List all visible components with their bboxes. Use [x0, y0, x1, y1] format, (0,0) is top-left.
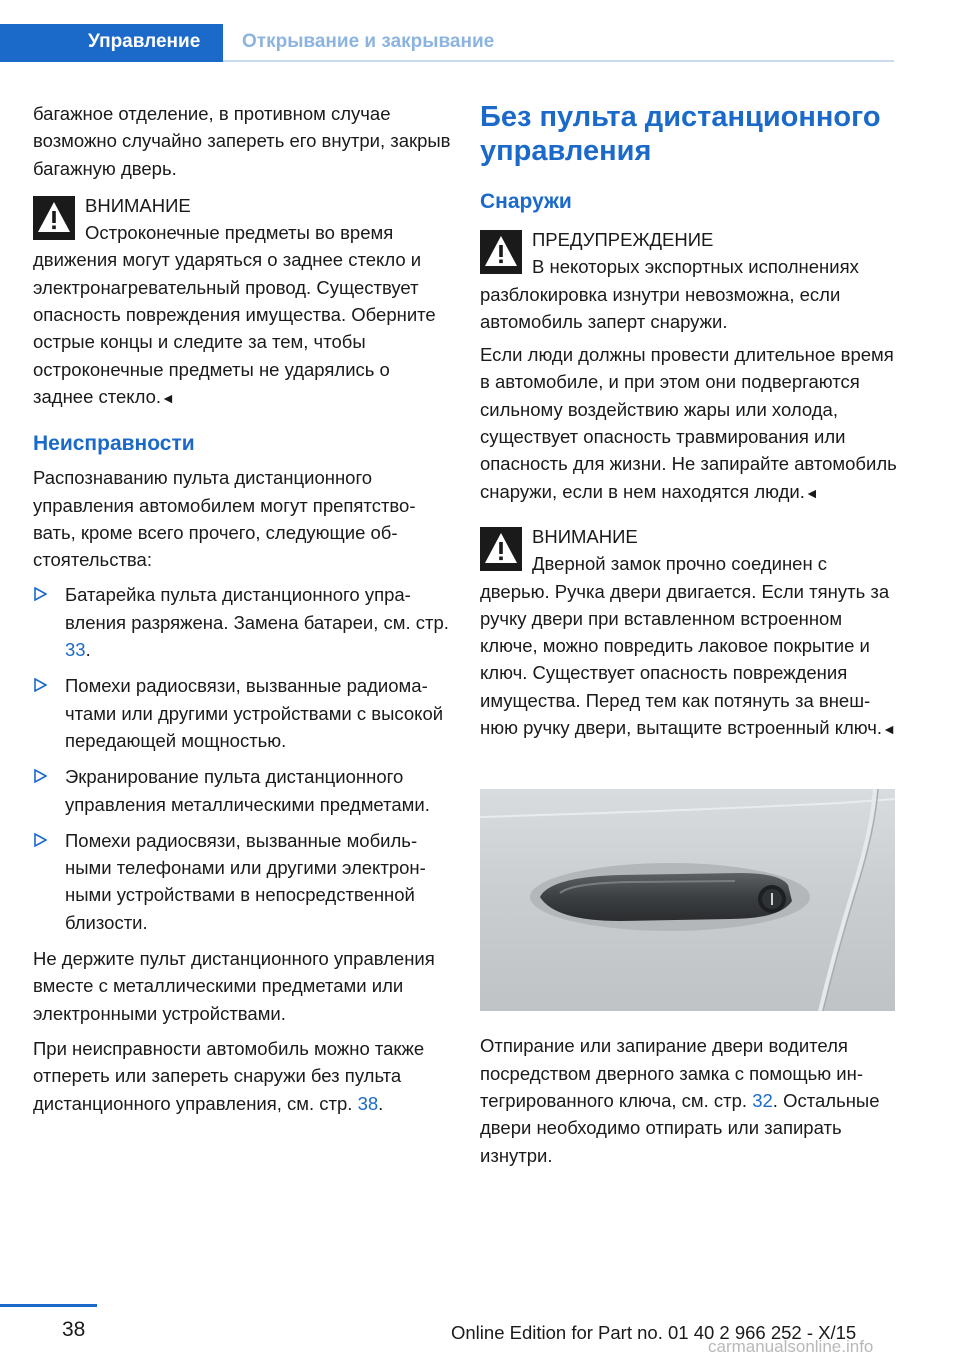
footer-accent-line: [0, 1304, 97, 1307]
header-active-tab-label: Управление: [88, 31, 201, 52]
triangle-bullet-icon: [33, 769, 47, 783]
page-link-32[interactable]: 32: [752, 1089, 773, 1111]
warning-block: [33, 192, 451, 412]
fallback-paragraph: [33, 1035, 451, 1117]
end-mark: ◄: [882, 721, 896, 738]
warning-triangle-icon: [480, 527, 522, 571]
page-number: 38: [62, 1318, 86, 1341]
triangle-bullet-icon: [33, 833, 47, 847]
end-mark: ◄: [804, 484, 819, 501]
malfunctions-intro: Распознаванию пульта дистанционного управления автомобилем могут препятствовать, кроме всего прочего, следующие обстоятельства:: [33, 467, 416, 571]
right-column: [480, 100, 898, 1177]
end-mark: ◄: [161, 389, 175, 406]
warning-label-2: ВНИМАНИЕ: [532, 525, 638, 547]
list-item: [33, 827, 451, 936]
subsection-heading-outside: Снаружи: [480, 190, 572, 213]
warning-triangle-icon: [480, 230, 522, 274]
warning-block-2: [480, 523, 898, 743]
list-item-text: Помехи радиосвязи, вызванные радиомачтами или другими устройствами с высокой передающей мощностью.: [65, 675, 444, 751]
causes-list: [33, 581, 451, 936]
keep-apart-paragraph: Не держите пульт дистанционного управления вместе с металлическими предметами или электронными устройствами.: [33, 948, 435, 1024]
photo-caption: [480, 1032, 898, 1168]
caption-text-end: . Остальные двери необходимо отпирать или запирать изнутри.: [480, 1089, 880, 1166]
edition-note: Online Edition for Part no. 01 40 2 966 252 - X/15: [451, 1322, 857, 1343]
warning-text-2: Дверной замок прочно соединен с дверью. Ручка двери двигается. Если тянуть за ручку двери при вставленном встроенном ключе, можно повредить лаковое покрытие и ключ. Существует опасность повреждения имущества. Перед тем как потянуть за внешнюю ручку двери, вытащите встроенный ключ.: [480, 553, 890, 739]
page-header: [0, 24, 894, 62]
left-column: [33, 100, 451, 1125]
warning-triangle-icon: [33, 196, 75, 240]
list-item-text: Батарейка пульта дистанционного управления разряжена. Замена батареи, см. стр.: [65, 584, 449, 633]
list-item: [33, 672, 451, 754]
page-link-33[interactable]: 33: [65, 639, 86, 661]
triangle-bullet-icon: [33, 587, 47, 601]
list-item: [33, 581, 451, 663]
section-title: Без пульта дистанционного управления: [480, 101, 881, 167]
section-heading-malfunctions: Неисправности: [33, 432, 195, 456]
caption-text: Отпирание или запирание двери водителя посредством дверного замка с помощью интегрированного ключа, см. стр.: [480, 1035, 864, 1111]
fallback-text-end: .: [378, 1092, 384, 1114]
caution-text-2: Если люди должны провести длительное время в автомобиле, и при этом они подвергаются сильному воздействию жары или холода, существует опасность травмирования или опасность для жизни. Не запирайте автомобиль снаружи, если в нем находятся люди.: [480, 344, 897, 502]
watermark: carmanualsonline.info: [708, 1337, 874, 1356]
list-item-text-end: .: [85, 639, 91, 661]
header-section-label: Открывание и закрывание: [242, 31, 495, 52]
warning-text: Остроконечные предметы во время движения могут ударяться о заднее стекло и электронагревательный провод. Существует опасность повреждения имущества. Оберните острые концы и следите за тем, чтобы остроконечные предметы не ударялись о заднее стекло.: [33, 222, 436, 407]
header-divider: [223, 60, 894, 62]
triangle-bullet-icon: [33, 678, 47, 692]
warning-label: ВНИМАНИЕ: [85, 194, 191, 216]
page-link-38[interactable]: 38: [357, 1092, 379, 1114]
list-item-text: Помехи радиосвязи, вызванные мобильными телефонами или другими электронными устройствами в непосредственной близости.: [65, 829, 426, 933]
door-handle-photo: [480, 789, 895, 1011]
caution-block: [480, 226, 898, 507]
list-item-text: Экранирование пульта дистанционного управления металлическими предметами.: [65, 766, 430, 815]
list-item: [33, 763, 451, 818]
intro-paragraph: багажное отделение, в противном случае возможно случайно запереть его внутри, закрыв багажную дверь.: [33, 103, 451, 179]
caution-text: В некоторых экспортных исполнениях разблокировка изнутри невозможна, если автомобиль заперт снаружи.: [480, 256, 859, 332]
caution-label: ПРЕДУПРЕЖДЕНИЕ: [532, 229, 714, 250]
fallback-text: При неисправности автомобиль можно также отпереть или запереть снаружи без пульта дистанционного управления, см. стр.: [33, 1037, 425, 1114]
